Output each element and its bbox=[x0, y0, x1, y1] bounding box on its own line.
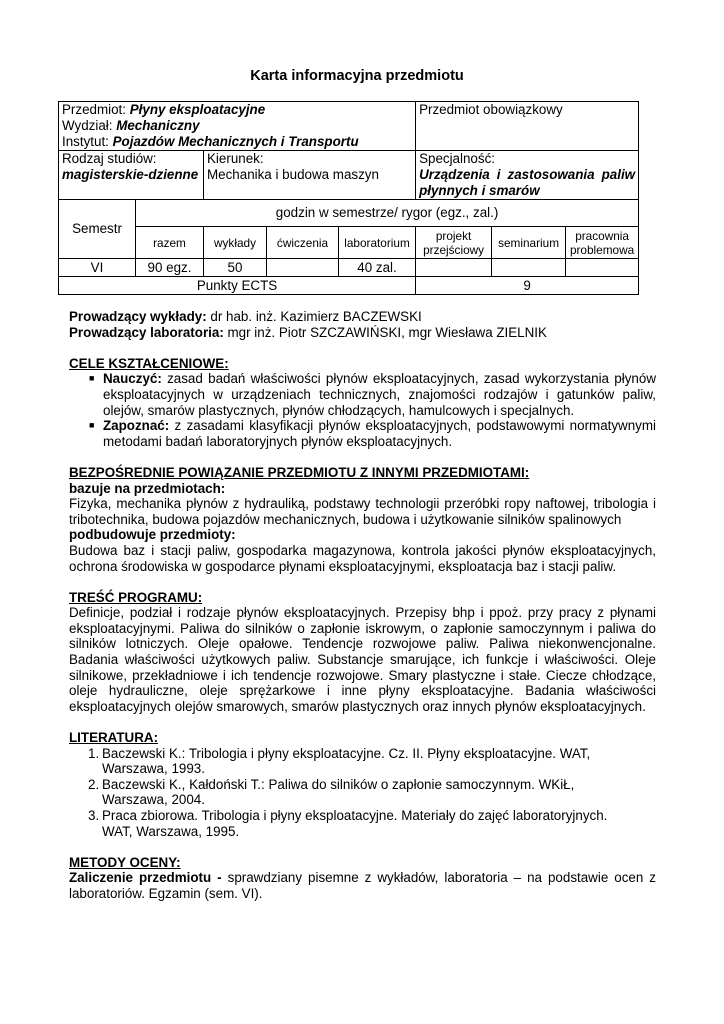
list-item: ■ Nauczyć: zasad badań właściwości płynów eksploatacyjnych, zasad wykorzystania płynów eksploatacyjnych w urządzeniach technicznych, znajomości rodzajów i gatunków paliw, olejów, smarów plastycznych, płynów chłodzących, hamulcowych i specjalnych. bbox=[89, 371, 656, 418]
based-on-label: bazuje na przedmiotach: bbox=[69, 480, 226, 496]
column-header: projekt przejściowy bbox=[416, 227, 492, 259]
specialty-value-line2: płynnych i smarów bbox=[419, 183, 540, 198]
specialty-label: Specjalność: bbox=[419, 151, 495, 166]
bullet-icon: ■ bbox=[89, 373, 95, 384]
list-item: 1. Baczewski K.: Tribologia i płyny eksploatacyjne. Cz. II. Płyny eksploatacyjne. WAT, Warszawa, 1993. bbox=[88, 745, 591, 777]
lectures-value: 50 bbox=[204, 259, 267, 277]
column-header: wykłady bbox=[204, 227, 267, 259]
lab-lecturer-line: Prowadzący laboratoria: mgr inż. Piotr SZCZAWIŃSKI, mgr Wiesława ZIELNIK bbox=[69, 324, 547, 340]
table-row bbox=[59, 259, 639, 277]
column-header: pracownia problemowa bbox=[566, 227, 639, 259]
institute-value: Pojazdów Mechanicznych i Transportu bbox=[112, 134, 359, 149]
study-type-cell bbox=[59, 151, 204, 200]
exercises-value bbox=[267, 259, 339, 277]
ects-value: 9 bbox=[416, 277, 639, 295]
section-heading-program: TREŚĆ PROGRAMU: bbox=[69, 589, 203, 605]
based-on-text: Fizyka, mechanika płynów z hydrauliką, podstawy technologii przeróbki ropy naftowej, tribologia i tribotechnika, budowa pojazdów mechanicznych, budowa i użytkowanie silników spalinowych bbox=[69, 496, 656, 527]
field-cell bbox=[204, 151, 416, 200]
faculty-label: Wydział: bbox=[62, 118, 117, 133]
section-heading-relations: BEZPOŚREDNIE POWIĄZANIE PRZEDMIOTU Z INNYMI PRZEDMIOTAMI: bbox=[69, 464, 530, 480]
table-row bbox=[59, 227, 639, 259]
study-type-value: magisterskie-dzienne bbox=[62, 167, 199, 182]
lecturer-line: Prowadzący wykłady: dr hab. inż. Kazimierz BACZEWSKI bbox=[69, 309, 422, 324]
column-header: razem bbox=[136, 227, 204, 259]
specialty-value-line1: Urządzenia i zastosowania paliw bbox=[419, 167, 636, 182]
supports-text: Budowa baz i stacji paliw, gospodarka magazynowa, kontrola jakości płynów eksploatacyjnych, ochrona środowiska w gospodarce płynami eksploatacyjnymi, eksploatacja baz i stacji paliw. bbox=[69, 542, 656, 574]
field-value: Mechanika i budowa maszyn bbox=[207, 167, 379, 182]
course-info-table bbox=[58, 101, 639, 295]
seminar-value bbox=[492, 259, 566, 277]
subject-value: Płyny eksploatacyjne bbox=[129, 102, 266, 117]
list-item: 2. Baczewski K., Kałdoński T.: Paliwa do silników o zapłonie samoczynnym. WKiŁ, Warszawa, 2004. bbox=[88, 776, 575, 808]
list-item: ■ Zapoznać: z zasadami klasyfikacji płynów eksploatacyjnych, podstawowymi normatywnymi metodami badań laboratoryjnych płynów eksploatacyjnych. bbox=[89, 418, 656, 449]
assessment-text: Zaliczenie przedmiotu - sprawdziany pisemne z wykładów, laboratoria – na podstawie ocen z laboratoriów. Egzamin (sem. VI). bbox=[69, 870, 656, 901]
subject-cell bbox=[59, 102, 416, 151]
specialty-cell bbox=[416, 151, 639, 200]
column-header: seminarium bbox=[492, 227, 566, 259]
field-label: Kierunek: bbox=[207, 151, 264, 166]
ects-label: Punkty ECTS bbox=[59, 277, 416, 295]
project-value bbox=[416, 259, 492, 277]
faculty-value: Mechaniczny bbox=[116, 118, 200, 133]
column-header: ćwiczenia bbox=[267, 227, 339, 259]
supports-label: podbudowuje przedmioty: bbox=[69, 527, 236, 543]
table-row bbox=[59, 277, 639, 295]
section-heading-goals: CELE KSZTAŁCENIOWE: bbox=[69, 355, 229, 371]
semester-header: Semestr bbox=[59, 200, 136, 259]
table-row bbox=[59, 151, 639, 200]
laboratory-value: 40 zal. bbox=[339, 259, 416, 277]
section-heading-literature: LITERATURA: bbox=[69, 730, 159, 746]
institute-label: Instytut: bbox=[62, 134, 113, 149]
total-hours-value: 90 egz. bbox=[136, 259, 204, 277]
workshop-value bbox=[566, 259, 639, 277]
document-title: Karta informacyjna przedmiotu bbox=[250, 68, 464, 84]
mandatory-subject-cell: Przedmiot obowiązkowy bbox=[416, 102, 639, 151]
literature-list bbox=[69, 746, 656, 840]
table-row bbox=[59, 102, 639, 151]
list-item: 3. Praca zbiorowa. Tribologia i płyny eksploatacyjne. Materiały do zajęć laboratoryjnych. WAT, Warszawa, 1995. bbox=[88, 808, 608, 839]
goals-list bbox=[69, 371, 656, 449]
semester-value: VI bbox=[59, 259, 136, 277]
bullet-icon: ■ bbox=[89, 420, 95, 431]
study-type-label: Rodzaj studiów: bbox=[62, 151, 157, 166]
section-heading-assessment: METODY OCENY: bbox=[69, 854, 181, 870]
subject-label: Przedmiot: bbox=[62, 102, 130, 117]
table-row bbox=[59, 200, 639, 227]
program-text: Definicje, podział i rodzaje płynów eksploatacyjnych. Przepisy bhp i ppoż. przy pracy z płynami eksploatacyjnymi. Paliwa do silników o zapłonie iskrowym, o zapłonie samoczynnym i paliwa do silników lotniczych. Oleje opałowe. Tendencje rozwojowe paliw. Paliwa niekonwencjonalne. Badania właściwości użytkowych paliw. Substancje smarujące, ich funkcje i właściwości. Oleje silnikowe, przekładniowe i ich tendencje rozwojowe. Smary plastyczne i stałe. Ciecze chłodzące, oleje hydrauliczne, oleje sprężarkowe i inne płyny eksploatacyjne. Badania właściwości eksploatacyjnych olejów smarowych, smarów plastycznych oraz innych płynów eksploatacyjnych. bbox=[69, 605, 656, 714]
hours-header: godzin w semestrze/ rygor (egz., zal.) bbox=[136, 200, 639, 227]
column-header: laboratorium bbox=[339, 227, 416, 259]
document-body bbox=[69, 309, 656, 902]
